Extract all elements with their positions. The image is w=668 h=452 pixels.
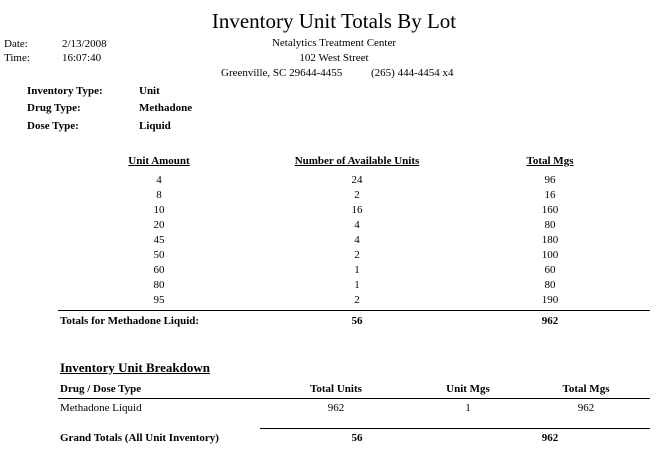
grand-totals-mgs: 962 xyxy=(541,432,559,444)
breakdown-header-unit-mgs: Unit Mgs xyxy=(446,383,490,395)
table-row xyxy=(0,174,668,187)
breakdown-header-total-units: Total Units xyxy=(310,383,362,395)
table-row xyxy=(0,189,668,202)
unit-amount-cell: 45 xyxy=(153,234,165,246)
report-title: Inventory Unit Totals By Lot xyxy=(211,9,457,33)
column-header-available-units: Number of Available Units xyxy=(294,155,420,167)
filter-value: Methadone xyxy=(139,102,193,114)
total-mgs-cell: 16 xyxy=(544,189,556,201)
totals-mgs: 962 xyxy=(541,315,559,327)
table-row xyxy=(0,204,668,217)
available-units-cell: 2 xyxy=(354,249,360,261)
total-mgs-cell: 80 xyxy=(544,279,556,291)
filter-value: Liquid xyxy=(139,120,171,132)
available-units-cell: 1 xyxy=(354,264,360,276)
available-units-cell: 16 xyxy=(351,204,363,216)
unit-amount-cell: 20 xyxy=(153,219,165,231)
available-units-cell: 2 xyxy=(354,294,360,306)
breakdown-row-total-mgs: 962 xyxy=(577,402,595,414)
unit-amount-cell: 4 xyxy=(156,174,162,186)
date-label: Date: xyxy=(4,38,28,50)
available-units-cell: 24 xyxy=(351,174,363,186)
table-row xyxy=(0,294,668,307)
table-row xyxy=(0,279,668,292)
table-row xyxy=(0,264,668,277)
available-units-cell: 2 xyxy=(354,189,360,201)
time-value: 16:07:40 xyxy=(62,52,102,64)
totals-divider xyxy=(58,310,650,311)
facility-phone: (265) 444-4454 x4 xyxy=(371,67,454,79)
breakdown-row-total-units: 962 xyxy=(327,402,345,414)
totals-units: 56 xyxy=(351,315,363,327)
grand-totals-divider xyxy=(260,428,650,429)
table-row xyxy=(0,234,668,247)
date-value: 2/13/2008 xyxy=(62,38,107,50)
breakdown-header-divider xyxy=(58,398,650,399)
available-units-cell: 4 xyxy=(354,234,360,246)
unit-amount-cell: 60 xyxy=(153,264,165,276)
total-mgs-cell: 96 xyxy=(544,174,556,186)
filter-value: Unit xyxy=(139,85,160,97)
total-mgs-cell: 80 xyxy=(544,219,556,231)
facility-street: 102 West Street xyxy=(299,52,369,64)
column-header-total-mgs: Total Mgs xyxy=(526,155,574,167)
unit-amount-cell: 8 xyxy=(156,189,162,201)
total-mgs-cell: 160 xyxy=(541,204,559,216)
breakdown-header-drug-dose: Drug / Dose Type xyxy=(60,383,142,395)
totals-label: Totals for Methadone Liquid: xyxy=(60,315,200,327)
unit-amount-cell: 10 xyxy=(153,204,165,216)
breakdown-header-total-mgs: Total Mgs xyxy=(562,383,610,395)
filter-label: Drug Type: xyxy=(27,102,81,114)
facility-name: Netalytics Treatment Center xyxy=(271,37,397,49)
unit-amount-cell: 50 xyxy=(153,249,165,261)
total-mgs-cell: 190 xyxy=(541,294,559,306)
facility-city: Greenville, SC 29644-4455 xyxy=(221,67,343,79)
time-label: Time: xyxy=(4,52,30,64)
available-units-cell: 1 xyxy=(354,279,360,291)
total-mgs-cell: 180 xyxy=(541,234,559,246)
total-mgs-cell: 100 xyxy=(541,249,559,261)
table-row xyxy=(0,219,668,232)
available-units-cell: 4 xyxy=(354,219,360,231)
grand-totals-units: 56 xyxy=(351,432,363,444)
unit-amount-cell: 95 xyxy=(153,294,165,306)
breakdown-row-drug: Methadone Liquid xyxy=(60,402,142,414)
filter-label: Dose Type: xyxy=(27,120,79,132)
breakdown-section-title: Inventory Unit Breakdown xyxy=(60,360,211,375)
filter-label: Inventory Type: xyxy=(27,85,103,97)
column-header-unit-amount: Unit Amount xyxy=(128,155,190,167)
unit-amount-cell: 80 xyxy=(153,279,165,291)
grand-totals-label: Grand Totals (All Unit Inventory) xyxy=(60,432,219,444)
breakdown-row-unit-mgs: 1 xyxy=(465,402,471,414)
total-mgs-cell: 60 xyxy=(544,264,556,276)
table-row xyxy=(0,249,668,262)
